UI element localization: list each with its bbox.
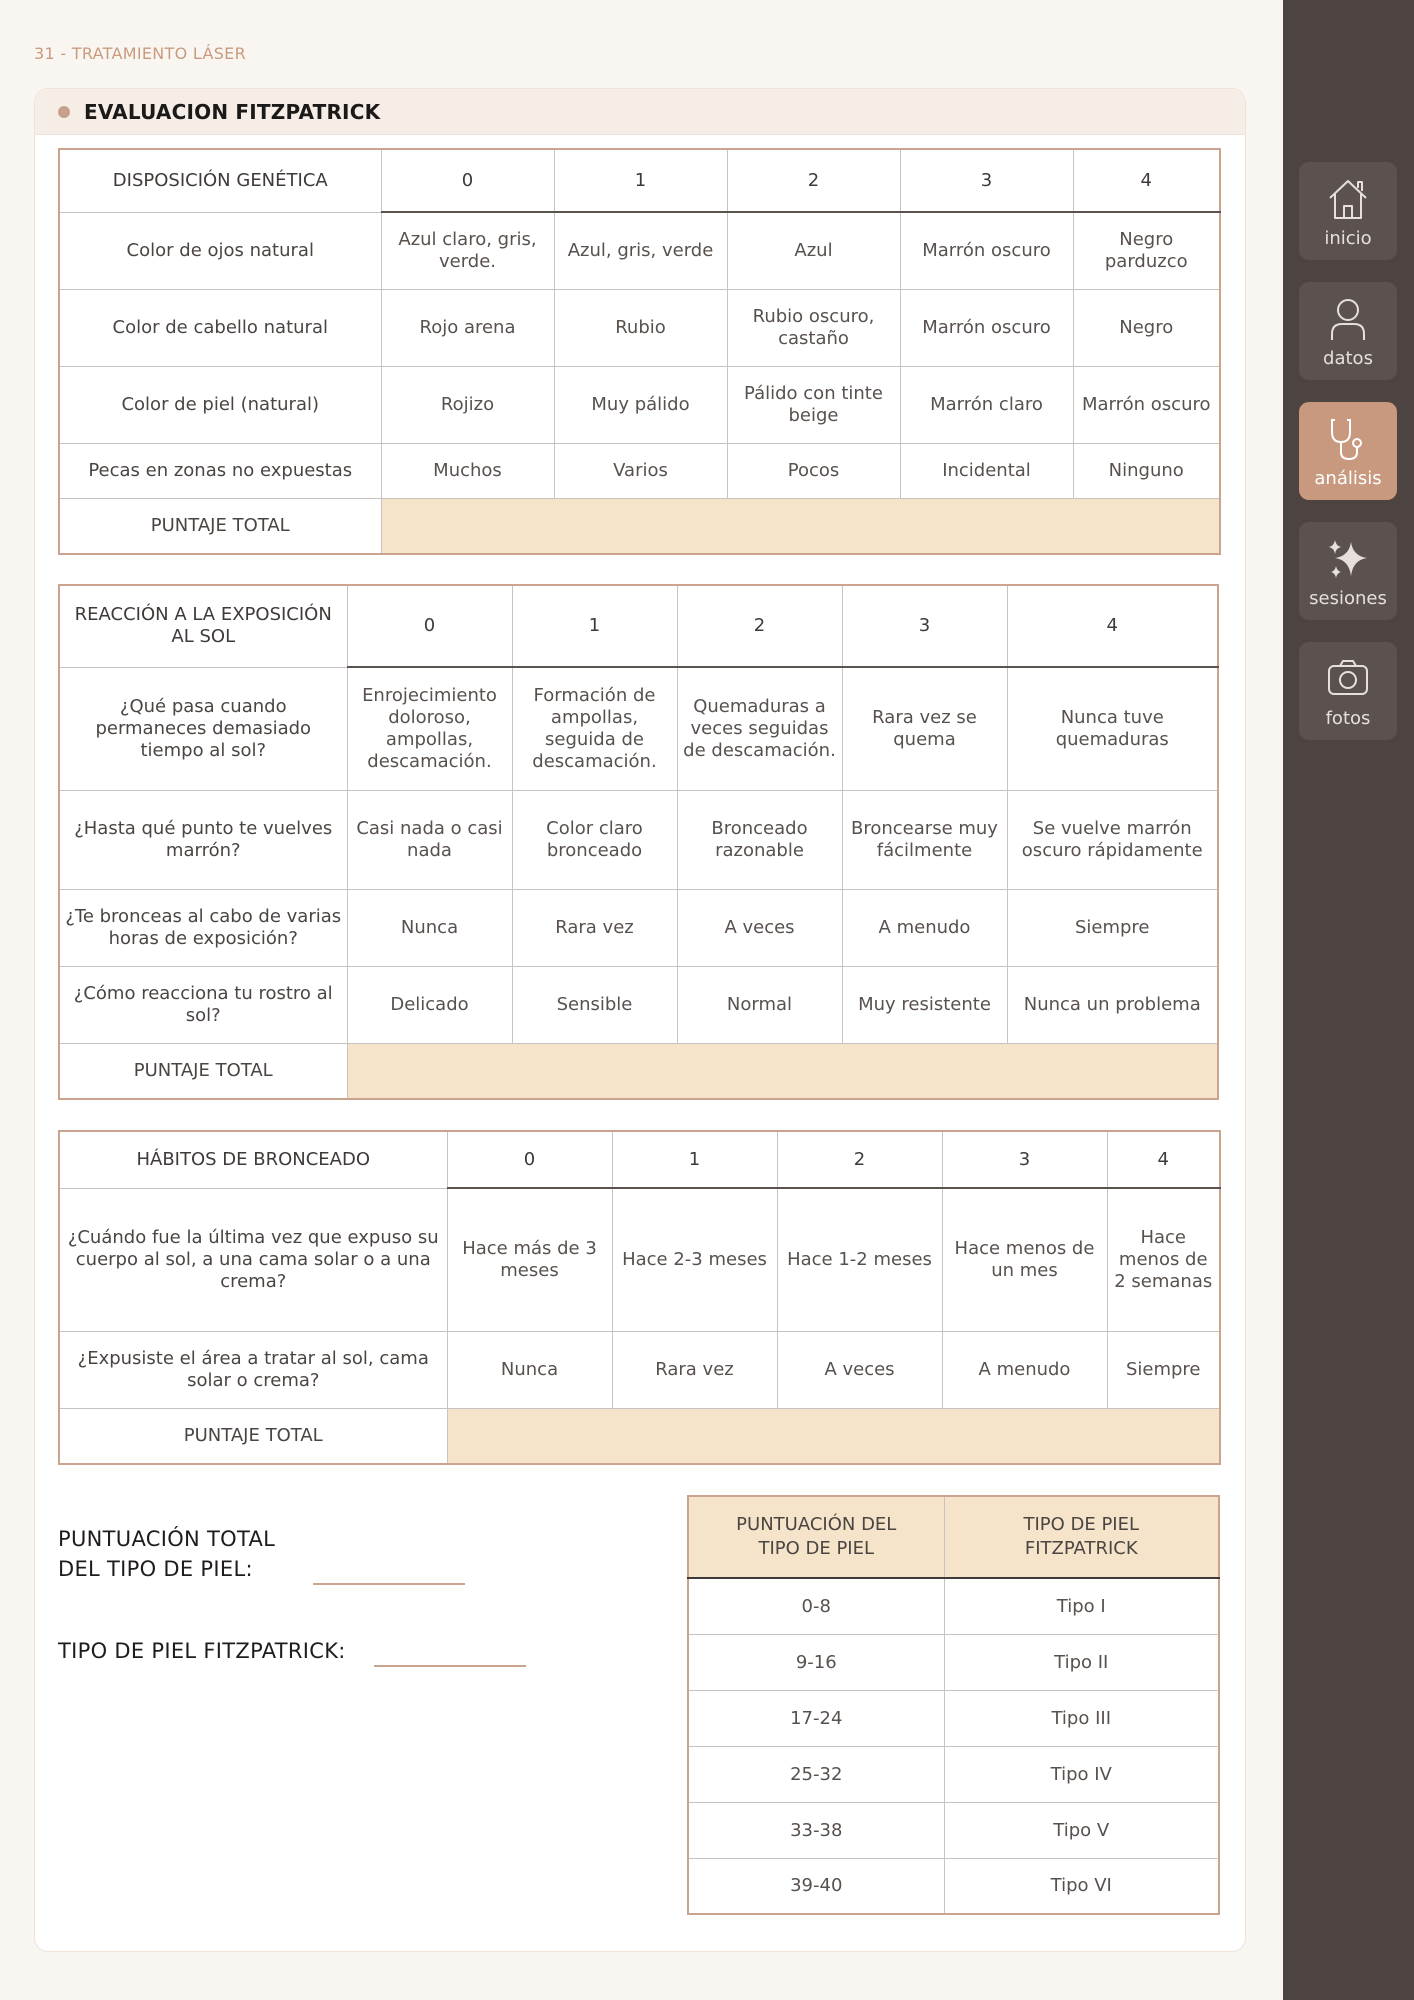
- skin-type: Tipo III: [944, 1690, 1219, 1746]
- option-cell[interactable]: Varios: [554, 443, 727, 498]
- skin-type: Tipo II: [944, 1634, 1219, 1690]
- total-input[interactable]: [347, 1043, 1218, 1099]
- total-label: PUNTAJE TOTAL: [59, 1408, 447, 1464]
- option-cell[interactable]: Hace menos de un mes: [942, 1188, 1107, 1331]
- option-cell[interactable]: Muchos: [381, 443, 554, 498]
- card-title: EVALUACION FITZPATRICK: [84, 99, 381, 124]
- option-cell[interactable]: Casi nada o casi nada: [347, 790, 512, 889]
- score-range: 17-24: [688, 1690, 944, 1746]
- option-cell[interactable]: Rojizo: [381, 366, 554, 443]
- score-range: 33-38: [688, 1802, 944, 1858]
- option-cell[interactable]: A menudo: [842, 889, 1007, 966]
- sun-header: REACCIÓN A LA EXPOSICIÓN AL SOL: [59, 585, 347, 667]
- row-label: ¿Expusiste el área a tratar al sol, cama solar o crema?: [59, 1331, 447, 1408]
- table-row: [59, 1188, 1220, 1331]
- score-header: 3: [900, 149, 1073, 212]
- score-header: 0: [347, 585, 512, 667]
- option-cell[interactable]: Rara vez se quema: [842, 667, 1007, 790]
- option-cell[interactable]: Pocos: [727, 443, 900, 498]
- table-row: [59, 1331, 1220, 1408]
- score-header: 2: [677, 585, 842, 667]
- legend-header: TIPO DE PIEL FITZPATRICK: [944, 1496, 1219, 1578]
- row-label: Color de ojos natural: [59, 212, 381, 289]
- option-cell[interactable]: Normal: [677, 966, 842, 1043]
- table-row: [59, 289, 1220, 366]
- total-label: PUNTAJE TOTAL: [59, 1043, 347, 1099]
- skin-type-input[interactable]: [374, 1665, 526, 1667]
- option-cell[interactable]: Incidental: [900, 443, 1073, 498]
- nav-label: sesiones: [1309, 588, 1387, 609]
- total-row: [59, 1043, 1218, 1099]
- option-cell[interactable]: Nunca tuve quemaduras: [1007, 667, 1218, 790]
- legend-row: [688, 1578, 1219, 1634]
- row-label: ¿Cuándo fue la última vez que expuso su cuerpo al sol, a una cama solar o a una crema?: [59, 1188, 447, 1331]
- option-cell[interactable]: Muy resistente: [842, 966, 1007, 1043]
- row-label: ¿Hasta qué punto te vuelves marrón?: [59, 790, 347, 889]
- score-range: 39-40: [688, 1858, 944, 1914]
- option-cell[interactable]: Delicado: [347, 966, 512, 1043]
- stethoscope-icon: [1327, 416, 1369, 462]
- legend-header: PUNTUACIÓN DEL TIPO DE PIEL: [688, 1496, 944, 1578]
- option-cell[interactable]: Formación de ampollas, seguida de descamación.: [512, 667, 677, 790]
- nav-label: datos: [1323, 348, 1373, 369]
- score-header: 4: [1007, 585, 1218, 667]
- option-cell[interactable]: Nunca un problema: [1007, 966, 1218, 1043]
- skin-type-legend-table: [687, 1495, 1220, 1915]
- user-icon: [1327, 296, 1369, 342]
- legend-row: [688, 1746, 1219, 1802]
- nav-item-inicio[interactable]: [1299, 162, 1397, 260]
- home-icon: [1327, 176, 1369, 222]
- row-label: Color de piel (natural): [59, 366, 381, 443]
- row-label: ¿Qué pasa cuando permaneces demasiado tiempo al sol?: [59, 667, 347, 790]
- nav-label: análisis: [1314, 468, 1382, 489]
- skin-type: Tipo V: [944, 1802, 1219, 1858]
- score-header: 2: [777, 1131, 942, 1188]
- table-row: [59, 212, 1220, 289]
- nav-item-sesiones[interactable]: [1299, 522, 1397, 620]
- option-cell[interactable]: Hace 2-3 meses: [612, 1188, 777, 1331]
- option-cell[interactable]: Rojo arena: [381, 289, 554, 366]
- score-range: 25-32: [688, 1746, 944, 1802]
- total-score-label: PUNTUACIÓN TOTAL DEL TIPO DE PIEL:: [58, 1527, 276, 1581]
- table-row: [59, 790, 1218, 889]
- score-header: 0: [381, 149, 554, 212]
- option-cell[interactable]: Bronceado razonable: [677, 790, 842, 889]
- tanning-header-row: [59, 1131, 1220, 1188]
- nav-item-fotos[interactable]: [1299, 642, 1397, 740]
- skin-type: Tipo VI: [944, 1858, 1219, 1914]
- score-range: 9-16: [688, 1634, 944, 1690]
- row-label: Pecas en zonas no expuestas: [59, 443, 381, 498]
- nav-label: fotos: [1325, 708, 1371, 729]
- table-row: [59, 889, 1218, 966]
- total-input[interactable]: [381, 498, 1220, 554]
- score-header: 1: [554, 149, 727, 212]
- option-cell[interactable]: Nunca: [347, 889, 512, 966]
- score-header: 3: [842, 585, 1007, 667]
- total-score-input[interactable]: [313, 1583, 465, 1585]
- option-cell[interactable]: Marrón oscuro: [1073, 366, 1220, 443]
- total-row: [59, 1408, 1220, 1464]
- legend-row: [688, 1690, 1219, 1746]
- option-cell[interactable]: Se vuelve marrón oscuro rápidamente: [1007, 790, 1218, 889]
- sparkles-icon: [1327, 536, 1369, 582]
- nav-item-analisis[interactable]: [1299, 402, 1397, 500]
- option-cell[interactable]: Rubio: [554, 289, 727, 366]
- score-header: 4: [1073, 149, 1220, 212]
- option-cell[interactable]: Azul: [727, 212, 900, 289]
- skin-type-label: TIPO DE PIEL FITZPATRICK:: [58, 1639, 346, 1663]
- tanning-header: HÁBITOS DE BRONCEADO: [59, 1131, 447, 1188]
- option-cell[interactable]: Azul, gris, verde: [554, 212, 727, 289]
- total-input[interactable]: [447, 1408, 1220, 1464]
- camera-icon: [1327, 656, 1369, 702]
- genetic-header: DISPOSICIÓN GENÉTICA: [59, 149, 381, 212]
- card-header: [35, 89, 1245, 135]
- score-header: 2: [727, 149, 900, 212]
- nav-item-datos[interactable]: [1299, 282, 1397, 380]
- page-label: 31 - TRATAMIENTO LÁSER: [34, 44, 246, 63]
- option-cell[interactable]: Hace 1-2 meses: [777, 1188, 942, 1331]
- option-cell[interactable]: Hace más de 3 meses: [447, 1188, 612, 1331]
- tanning-table: [58, 1130, 1221, 1465]
- option-cell[interactable]: Quemaduras a veces seguidas de descamación.: [677, 667, 842, 790]
- score-header: 0: [447, 1131, 612, 1188]
- option-cell[interactable]: Muy pálido: [554, 366, 727, 443]
- row-label: Color de cabello natural: [59, 289, 381, 366]
- legend-row: [688, 1858, 1219, 1914]
- table-row: [59, 366, 1220, 443]
- nav-label: inicio: [1324, 228, 1372, 249]
- sun-table: [58, 584, 1219, 1100]
- option-cell[interactable]: Ninguno: [1073, 443, 1220, 498]
- option-cell[interactable]: Sensible: [512, 966, 677, 1043]
- total-label: PUNTAJE TOTAL: [59, 498, 381, 554]
- option-cell[interactable]: Nunca: [447, 1331, 612, 1408]
- option-cell[interactable]: Marrón oscuro: [900, 289, 1073, 366]
- score-header: 4: [1107, 1131, 1220, 1188]
- option-cell[interactable]: Enrojecimiento doloroso, ampollas, descamación.: [347, 667, 512, 790]
- option-cell[interactable]: Negro parduzco: [1073, 212, 1220, 289]
- option-cell[interactable]: Siempre: [1007, 889, 1218, 966]
- bullet-dot-icon: [58, 106, 70, 118]
- table-row: [59, 443, 1220, 498]
- option-cell[interactable]: Marrón claro: [900, 366, 1073, 443]
- skin-type: Tipo IV: [944, 1746, 1219, 1802]
- genetic-table: [58, 148, 1221, 555]
- option-cell[interactable]: A menudo: [942, 1331, 1107, 1408]
- option-cell[interactable]: Negro: [1073, 289, 1220, 366]
- option-cell[interactable]: Pálido con tinte beige: [727, 366, 900, 443]
- option-cell[interactable]: Rubio oscuro, castaño: [727, 289, 900, 366]
- option-cell[interactable]: Hace menos de 2 semanas: [1107, 1188, 1220, 1331]
- table-row: [59, 966, 1218, 1043]
- option-cell[interactable]: Color claro bronceado: [512, 790, 677, 889]
- legend-row: [688, 1802, 1219, 1858]
- option-cell[interactable]: Marrón oscuro: [900, 212, 1073, 289]
- score-header: 3: [942, 1131, 1107, 1188]
- row-label: ¿Te bronceas al cabo de varias horas de exposición?: [59, 889, 347, 966]
- option-cell[interactable]: Siempre: [1107, 1331, 1220, 1408]
- total-row: [59, 498, 1220, 554]
- skin-type: Tipo I: [944, 1578, 1219, 1634]
- option-cell[interactable]: A veces: [777, 1331, 942, 1408]
- option-cell[interactable]: Broncearse muy fácilmente: [842, 790, 1007, 889]
- score-header: 1: [612, 1131, 777, 1188]
- score-range: 0-8: [688, 1578, 944, 1634]
- genetic-header-row: [59, 149, 1220, 212]
- table-row: [59, 667, 1218, 790]
- option-cell[interactable]: A veces: [677, 889, 842, 966]
- legend-header-row: [688, 1496, 1219, 1578]
- option-cell[interactable]: Azul claro, gris, verde.: [381, 212, 554, 289]
- legend-row: [688, 1634, 1219, 1690]
- option-cell[interactable]: Rara vez: [512, 889, 677, 966]
- row-label: ¿Cómo reacciona tu rostro al sol?: [59, 966, 347, 1043]
- sun-header-row: [59, 585, 1218, 667]
- option-cell[interactable]: Rara vez: [612, 1331, 777, 1408]
- score-header: 1: [512, 585, 677, 667]
